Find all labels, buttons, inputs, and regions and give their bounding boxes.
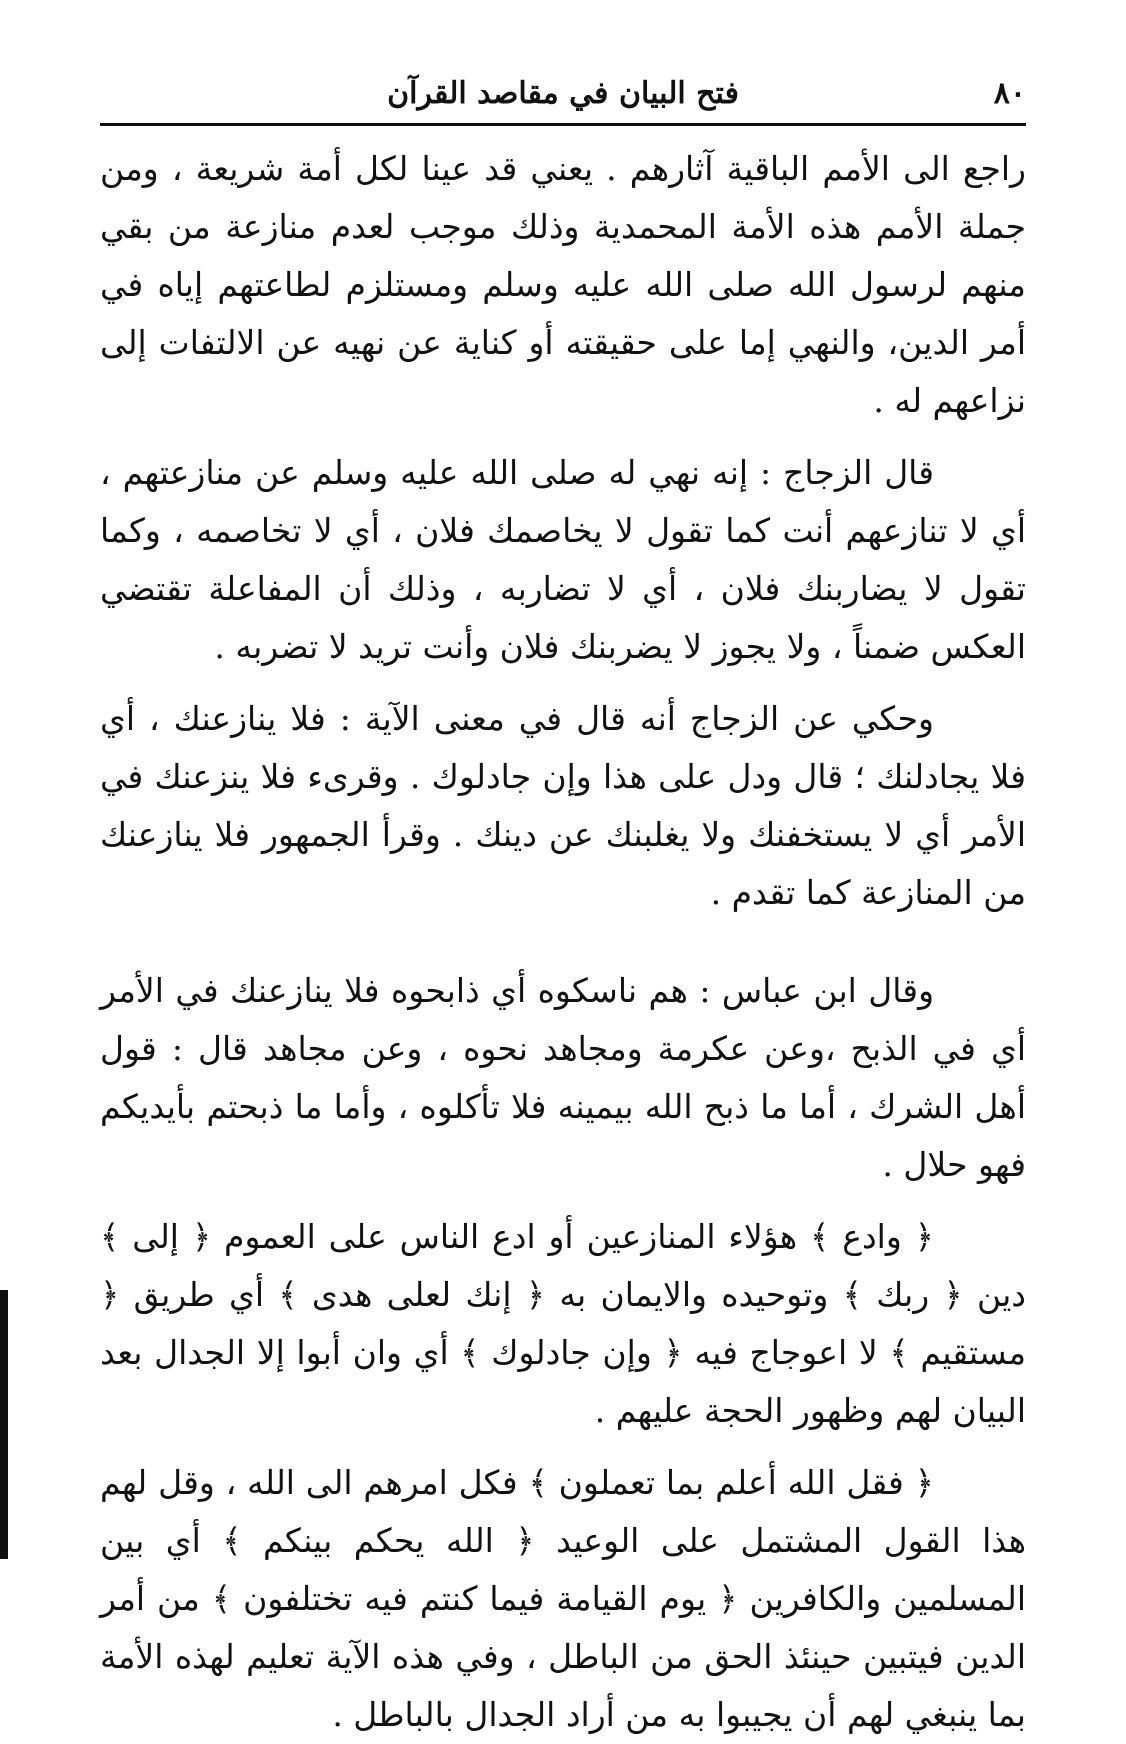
page-header [100, 70, 1026, 122]
paragraph-2: قال الزجاج : إنه نهي له صلى الله عليه وسلم عن منازعتهم ، أي لا تنازعهم أنت كما تقول لا يخاصمك فلان ، أي لا تخاصمه ، وكما تقول لا يضاربنك فلان ، أي لا تضاربه ، وذلك أن المفاعلة تقتضي العكس ضمناً ، ولا يجوز لا يضربنك فلان وأنت تريد لا تضربه . [100, 453, 1026, 666]
scan-edge-shadow [0, 1290, 8, 1559]
page-number: ٨٠ [993, 76, 1026, 111]
paragraph-1: راجع الى الأمم الباقية آثارهم . يعني قد عينا لكل أمة شريعة ، ومن جملة الأمم هذه الأمة المحمدية وذلك موجب لعدم منازعة من بقي منهم لرسول الله صلى الله عليه وسلم ومستلزم لطاعتهم إياه في أمر الدين، والنهي إما على حقيقته أو كناية عن نهيه عن الالتفات إلى نزاعهم له . [100, 149, 1026, 420]
header-rule [100, 123, 1026, 126]
paragraph-6: ﴿ فقل الله أعلم بما تعملون ﴾ فكل امرهم الى الله ، وقل لهم هذا القول المشتمل على الوعيد ﴿ الله يحكم بينكم ﴾ أي بين المسلمين والكافرين ﴿ يوم القيامة فيما كنتم فيه تختلفون ﴾ من أمر الدين فيتبين حينئذ الحق من الباطل ، وفي هذه الآية تعليم لهذه الأمة بما ينبغي لهم أن يجيبوا به من أراد الجدال بالباطل . [100, 1463, 1026, 1734]
running-title: فتح البيان في مقاصد القرآن [387, 76, 739, 111]
paragraph-5: ﴿ وادع ﴾ هؤلاء المنازعين أو ادع الناس على العموم ﴿ إلى ﴾ دين ﴿ ربك ﴾ وتوحيده والايمان به ﴿ إنك لعلى هدى ﴾ أي طريق ﴿ مستقيم ﴾ لا اعوجاج فيه ﴿ وإن جادلوك ﴾ أي وان أبوا إلا الجدال بعد البيان لهم وظهور الحجة عليهم . [100, 1217, 1026, 1430]
paragraph-3: وحكي عن الزجاج أنه قال في معنى الآية : فلا ينازعنك ، أي فلا يجادلنك ؛ قال ودل على هذا وإن جادلوك . وقرىء فلا ينزعنك في الأمر أي لا يستخفنك ولا يغلبنك عن دينك . وقرأ الجمهور فلا ينازعنك من المنازعة كما تقدم . [100, 699, 1026, 912]
body-text [100, 140, 1026, 1744]
paragraph-4: وقال ابن عباس : هم ناسكوه أي ذابحوه فلا ينازعنك في الأمر أي في الذبح ،وعن عكرمة ومجاهد نحوه ، وعن مجاهد قال : قول أهل الشرك ، أما ما ذبح الله بيمينه فلا تأكلوه ، وأما ما ذبحتم بأيديكم فهو حلال . [100, 971, 1026, 1184]
